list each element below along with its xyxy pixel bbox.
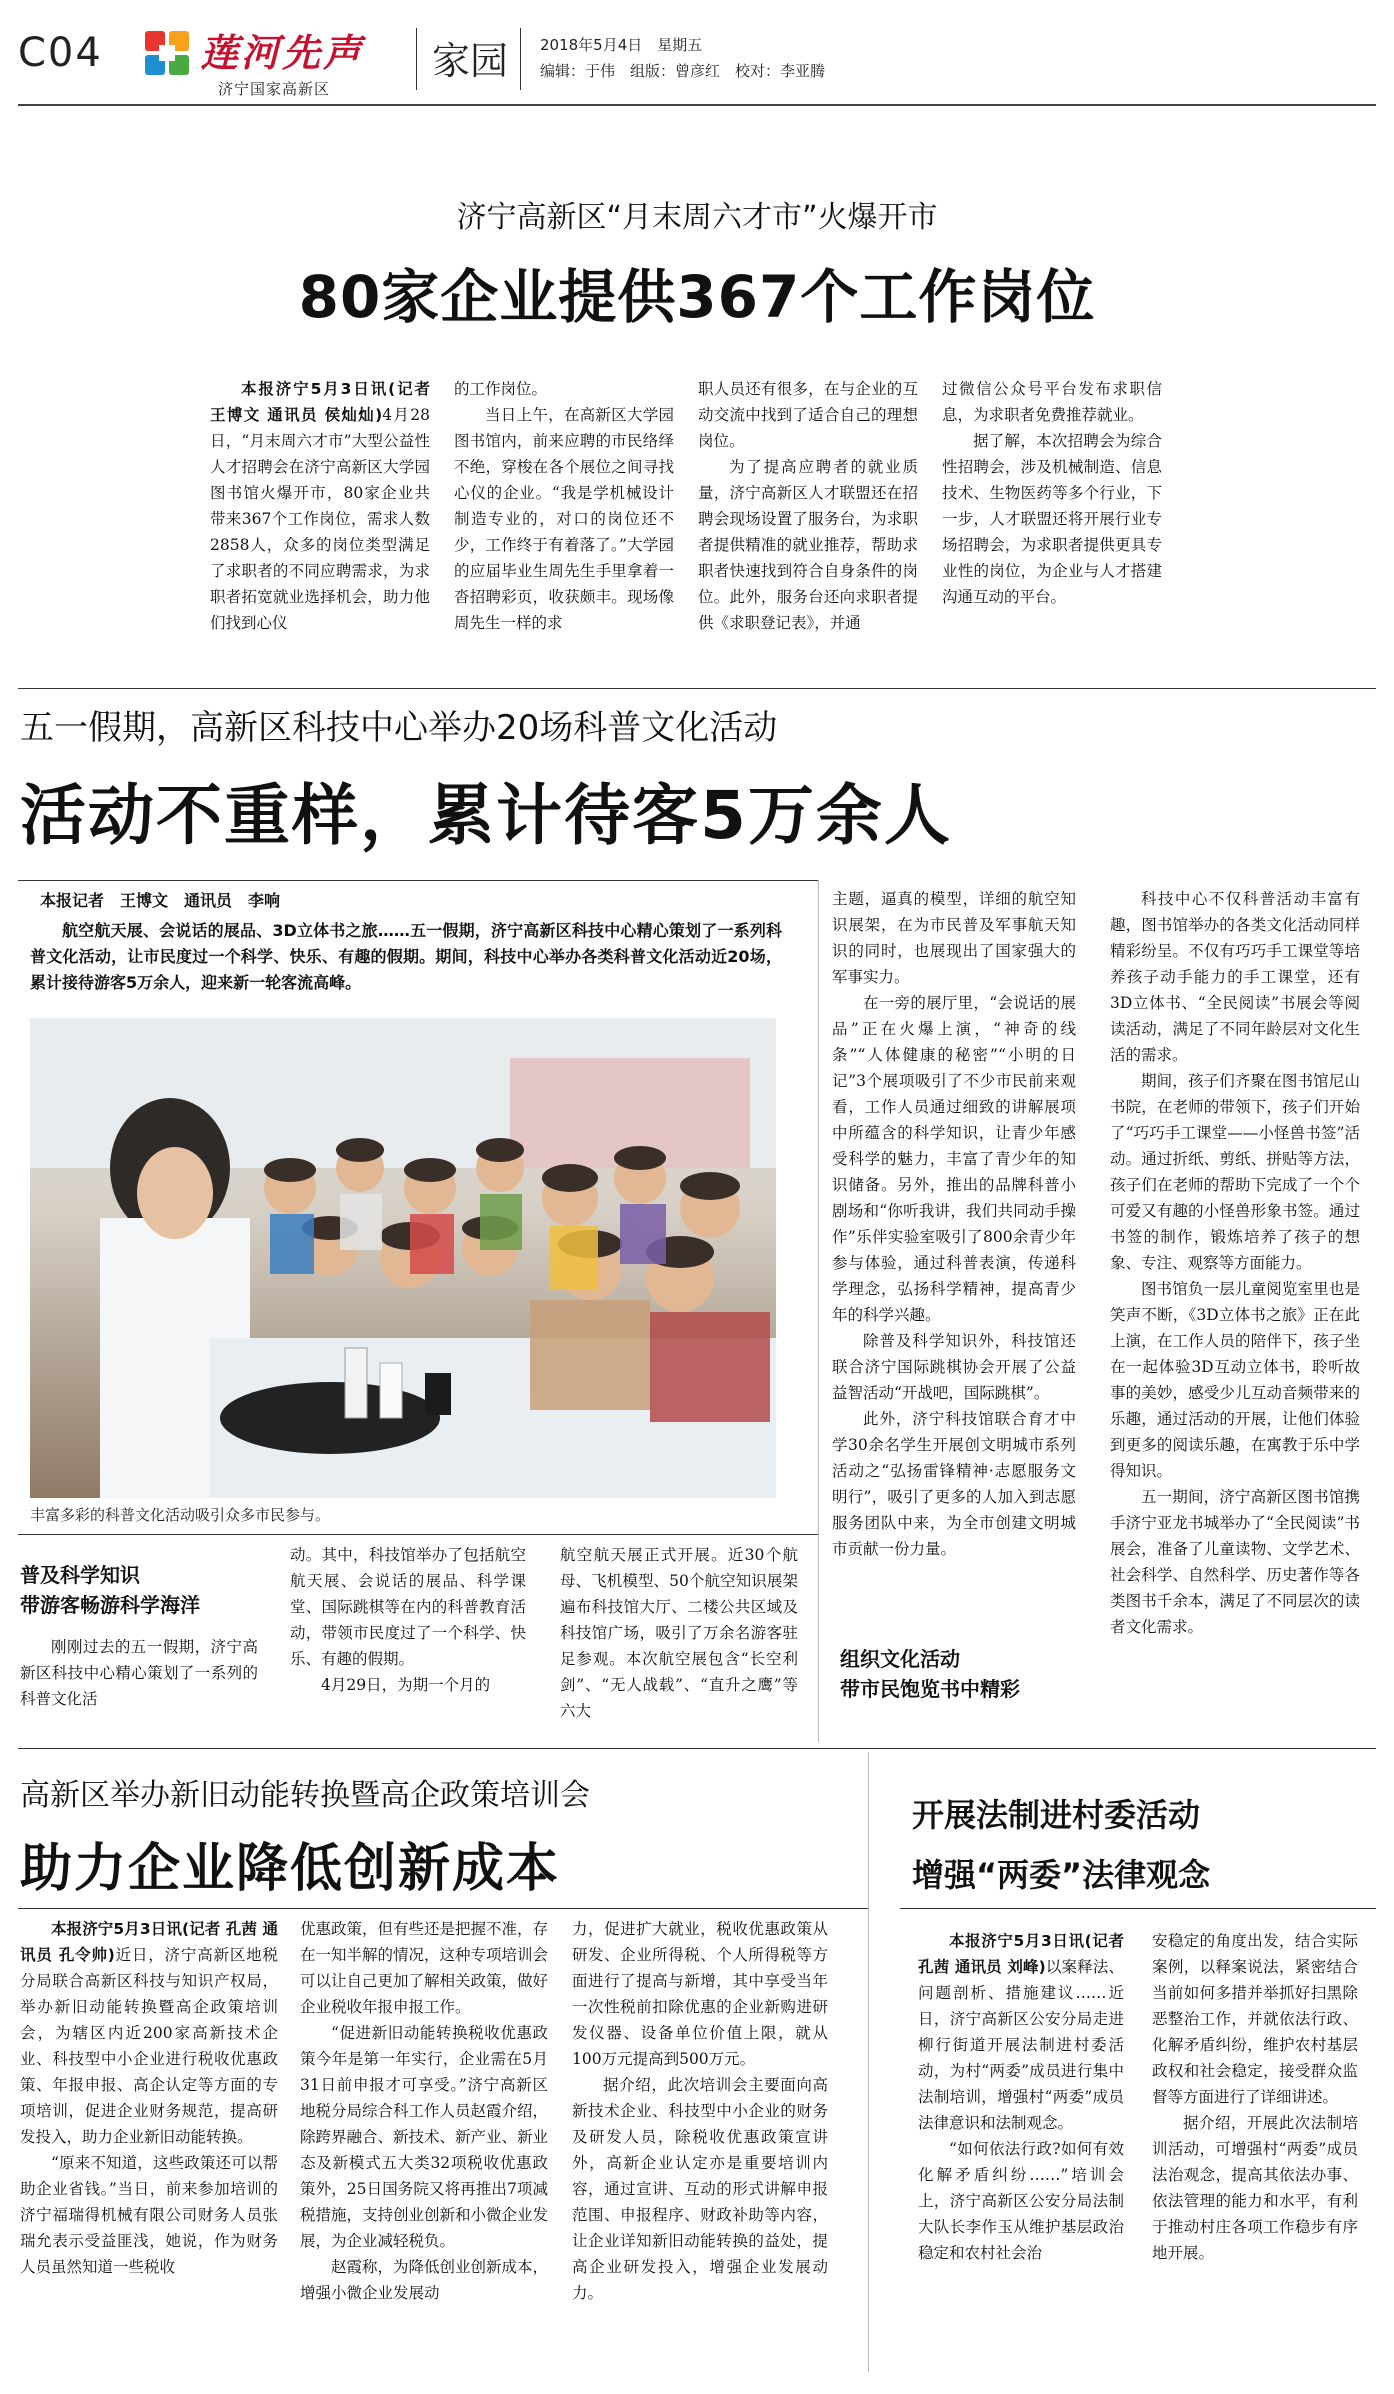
date-line: 2018年5月4日 星期五 [540, 36, 703, 54]
a2-col-r2 [1110, 886, 1360, 1640]
a4-body-1b: “如何依法行政?如何有效化解矛盾纠纷……”培训会上，济宁高新区公安分局法制大队长李作玉从维护基层政治稳定和农村社会治 [918, 2140, 1124, 2262]
a3-kicker: 高新区举办新旧动能转换暨高企政策培训会 [20, 1778, 590, 1813]
caption-rule [18, 1534, 818, 1535]
a3-body-2: 优惠政策，但有些还是把握不准，存在一知半解的情况，这种专项培训会可以让自己更加了解相关政策，做好企业税收年报申报工作。 [300, 1920, 549, 2016]
a2-body-b1: 刚刚过去的五一假期，济宁高新区科技中心精心策划了一系列的科普文化活 [20, 1638, 258, 1708]
a2-body-r2c: 图书馆负一层儿童阅览室里也是笑声不断，《3D立体书之旅》正在此上演，在工作人员的陪伴下，孩子坐在一起体验3D互动立体书，聆听故事的美妙，感受少儿互动音频带来的乐趣，通过活动的开展，让他们体验到更多的阅读乐趣，在寓教于乐中学得知识。 [1110, 1280, 1360, 1480]
a2-body-r1b: 在一旁的展厅里，“会说话的展品”正在火爆上演，“神奇的线条”“人体健康的秘密”“小明的日记”3个展项吸引了不少市民前来观看，工作人员通过细致的讲解展项中所蕴含的科学知识，让青少年感受科学的魅力，丰富了青少年的知识储备。另外，推出的品牌科普小剧场和“你听我讲，我们共同动手操作”乐伴实验室吸引了800余青少年参与体验，通过科普表演，传递科学理念，弘扬科学精神，提高青少年的科学兴趣。 [832, 994, 1076, 1324]
photo-caption: 丰富多彩的科普文化活动吸引众多市民参与。 [30, 1506, 331, 1524]
a3-col-2 [300, 1916, 548, 2306]
a1-body-3a: 职人员还有很多，在与企业的互动交流中找到了适合自己的理想岗位。 [698, 380, 918, 450]
a2-body-b2b: 4月29日，为期一个月的 [321, 1676, 491, 1694]
a2-body-r2b: 期间，孩子们齐聚在图书馆尼山书院，在老师的带领下，孩子们开始了“巧巧手工课堂——小怪兽书签”活动。通过折纸、剪纸、拼贴等方法，孩子们在老师的帮助下完成了一个个可爱又有趣的小怪兽形象书签。通过书签的制作，锻炼培养了孩子的想象、专注、观察等方面能力。 [1110, 1072, 1360, 1272]
a2-body-r1c: 除普及科学知识外，科技馆还联合济宁国际跳棋协会开展了公益益智活动“开战吧，国际跳棋”。 [832, 1332, 1076, 1402]
a2-body-r2d: 五一期间，济宁高新区图书馆携手济宁亚龙书城举办了“全民阅读”书展会，准备了儿童读物、文学艺术、社会科学、自然科学、历史著作等各类图书千余本，满足了不同层次的读者文化需求。 [1110, 1488, 1360, 1636]
a3-body-2c: 赵霞称，为降低创业创新成本，增强小微企业发展动 [300, 2258, 549, 2302]
a3-body-2b: “促进新旧动能转换税收优惠政策今年是第一年实行，企业需在5月31日前申报才可享受。”济宁高新区地税分局综合科工作人员赵霞介绍，除跨界融合、新技术、新产业、新业态及新模式五大类32项税收优惠政策外，25日国务院又将再推出7项减税措施，支持创业创新和小微企业发展，为企业减轻税负。 [300, 2024, 549, 2250]
a3-col-1 [20, 1916, 278, 2280]
a3-body-3b: 据介绍，此次培训会主要面向高新技术企业、科技型中小企业的财务及研发人员，除税收优惠政策宣讲外，高新企业认定亦是重要培训内容，通过宣讲、互动的形式讲解申报范围、申报程序、财政补助等内容，让企业详知新旧动能转换的益处，提高企业研发投入，增强企业发展动力。 [572, 2076, 828, 2302]
a3-body-3: 力，促进扩大就业，税收优惠政策从研发、企业所得税、个人所得税等方面进行了提高与新增，其中享受当年一次性税前扣除优惠的企业新购进研发仪器、设备单位价值上限，就从100万元提高到500万元。 [572, 1920, 828, 2068]
a3-body-1b: “原来不知道，这些政策还可以帮助企业省钱。”当日，前来参加培训的济宁福瑞得机械有限公司财务人员张瑞允表示受益匪浅，她说，作为财务人员虽然知道一些税收 [20, 2154, 278, 2276]
a2-byline: 本报记者 王博文 通讯员 李响 [40, 891, 281, 910]
page-number: C04 [18, 30, 103, 76]
a4-top-rule [900, 1908, 1376, 1909]
a2-subhead-2b: 带市民饱览书中精彩 [840, 1677, 1020, 1701]
a4-title: 增强“两委”法律观念 [912, 1856, 1211, 1894]
masthead-subtitle: 济宁国家高新区 [218, 80, 331, 98]
a4-lead: 本报济宁5月3日讯(记者 孔茜 通讯员 刘峰) [918, 1932, 1124, 1976]
a1-body-4b: 据了解，本次招聘会为综合性招聘会，涉及机械制造、信息技术、生物医药等多个行业，下一步，人才联盟还将开展行业专场招聘会，为求职者提供更具专业性的岗位，为企业与人才搭建沟通互动的平台。 [942, 432, 1162, 606]
a2-subhead-1a: 普及科学知识 [20, 1563, 140, 1587]
a2-body-b3: 航空航天展正式开展。近30个航母、飞机模型、50个航空知识展架遍布科技馆大厅、二楼公共区域及科技馆广场，吸引了万余名游客驻足参观。本次航空展包含“长空利剑”、“无人战载”、“直升之鹰”等六大 [560, 1546, 798, 1720]
a4-col-1 [918, 1928, 1124, 2266]
a3-title: 助力企业降低创新成本 [20, 1839, 561, 1899]
a3-a4-divider [868, 1752, 869, 2372]
a2-column-divider [818, 880, 819, 1742]
a1-col-4 [942, 376, 1162, 610]
header-divider [416, 28, 417, 90]
a4-col-2 [1152, 1928, 1358, 2266]
a2-body-r1d: 此外，济宁科技馆联合育才中学30余名学生开展创文明城市系列活动之“弘扬雷锋精神·志愿服务文明行”，吸引了更多的人加入到志愿服务团队中来，为全市创建文明城市贡献一份力量。 [832, 1410, 1076, 1558]
a1-body-2b: 当日上午，在高新区大学园图书馆内，前来应聘的市民络绎不绝，穿梭在各个展位之间寻找心仪的企业。“我是学机械设计制造专业的，对口的岗位还不少，工作终于有着落了。”大学园的应届毕业生周先生手里拿着一沓招聘彩页，收获颇丰。现场像周先生一样的求 [454, 406, 674, 632]
a2-body-r1a: 主题，逼真的模型，详细的航空知识展架，在为市民普及军事航天知识的同时，也展现出了国家强大的军事实力。 [832, 890, 1076, 986]
a4-kicker: 开展法制进村委活动 [912, 1796, 1201, 1834]
masthead-logo-icon [142, 28, 192, 78]
a2-col-b2 [290, 1542, 526, 1698]
a1-body-1: 4月28日，“月末周六才市”大型公益性人才招聘会在济宁高新区大学园图书馆火爆开市，80家企业共带来367个工作岗位，需求人数2858人，众多的岗位类型满足了求职者的不同应聘需求，为求职者拓宽就业选择机会，助力他们找到心仪 [210, 406, 430, 632]
a1-col-2 [454, 376, 674, 636]
a2-subhead-1b: 带游客畅游科学海洋 [20, 1593, 200, 1617]
a1-col-1 [210, 376, 430, 636]
header-rule [18, 104, 1376, 106]
a2-col-r1 [832, 886, 1076, 1562]
a2-subhead-2a: 组织文化活动 [840, 1647, 960, 1671]
a2-body-b2: 动。其中，科技馆举办了包括航空航天展、会说话的展品、科学课堂、国际跳棋等在内的科普教育活动，带领市民度过了一个科学、快乐、有趣的假期。 [290, 1546, 526, 1668]
a1-body-3b: 为了提高应聘者的就业质量，济宁高新区人才联盟还在招聘会现场设置了服务台，为求职者提供精准的就业推荐，帮助求职者快速找到符合自身条件的岗位。此外，服务台还向求职者提供《求职登记表》，并通 [698, 458, 918, 632]
editor-line: 编辑：于伟 组版：曾彦红 校对：李亚腾 [540, 62, 826, 80]
a1-title: 80家企业提供367个工作岗位 [298, 263, 1096, 331]
a1-col-3 [698, 376, 918, 636]
a3-col-3 [572, 1916, 828, 2306]
a4-body-1: 以案释法、问题剖析、措施建议……近日，济宁高新区公安分局走进柳行街道开展法制进村委活动，为村“两委”成员进行集中法制培训，增强村“两委”成员法律意识和法制观念。 [918, 1958, 1124, 2132]
a2-top-rule [18, 880, 818, 881]
a1-body-4a: 过微信公众号平台发布求职信息，为求职者免费推荐就业。 [942, 380, 1162, 424]
a4-body-2b: 据介绍，开展此次法制培训活动，可增强村“两委”成员法治观念，提高其依法办事、依法管理的能力和水平，有利于推动村庄各项工作稳步有序地开展。 [1152, 2114, 1358, 2262]
a1-lead: 本报济宁5月3日讯(记者 王博文 通讯员 侯灿灿) [210, 380, 430, 424]
a1-kicker: 济宁高新区“月末周六才市”火爆开市 [456, 200, 938, 235]
masthead-title: 莲河先声 [200, 30, 365, 75]
section-name: 家园 [432, 39, 509, 83]
header-divider [520, 28, 521, 90]
a3-top-rule [18, 1908, 868, 1909]
a3-lead: 本报济宁5月3日讯(记者 孔茜 通讯员 孔令帅) [20, 1920, 278, 1964]
a2-title: 活动不重样，累计待客5万余人 [20, 777, 952, 854]
section-rule [18, 1748, 1376, 1749]
a2-kicker: 五一假期，高新区科技中心举办20场科普文化活动 [20, 708, 778, 748]
a4-body-2: 安稳定的角度出发，结合实际案例，以释案说法，紧密结合当前如何多措并举抓好扫黑除恶整治工作，并就依法行政、化解矛盾纠纷，维护农村基层政权和社会稳定，接受群众监督等方面进行了详细讲述。 [1152, 1932, 1358, 2106]
a2-lead: 航空航天展、会说话的展品、3D立体书之旅……五一假期，济宁高新区科技中心精心策划了一系列科普文化活动，让市民度过一个科学、快乐、有趣的假期。期间，科技中心举办各类科普文化活动近20场，累计接待游客5万余人，迎来新一轮客流高峰。 [30, 921, 782, 992]
a3-body-1: 近日，济宁高新区地税分局联合高新区科技与知识产权局，举办新旧动能转换暨高企政策培训会，为辖区内近200家高新技术企业、科技型中小企业进行税收优惠政策、年报申报、高企认定等方面的专项培训，促进企业财务规范，提高研发投入，助力企业新旧动能转换。 [20, 1946, 278, 2146]
a2-body-r2a: 科技中心不仅科普活动丰富有趣，图书馆举办的各类文化活动同样精彩纷呈。不仅有巧巧手工课堂等培养孩子动手能力的手工课堂，还有3D立体书、“全民阅读”书展会等阅读活动，满足了不同年龄层对文化生活的需求。 [1110, 890, 1360, 1064]
photo-illustration [30, 1018, 776, 1498]
activity-photo [30, 1018, 776, 1498]
section-rule [18, 688, 1376, 689]
a1-body-2a: 的工作岗位。 [454, 380, 548, 398]
